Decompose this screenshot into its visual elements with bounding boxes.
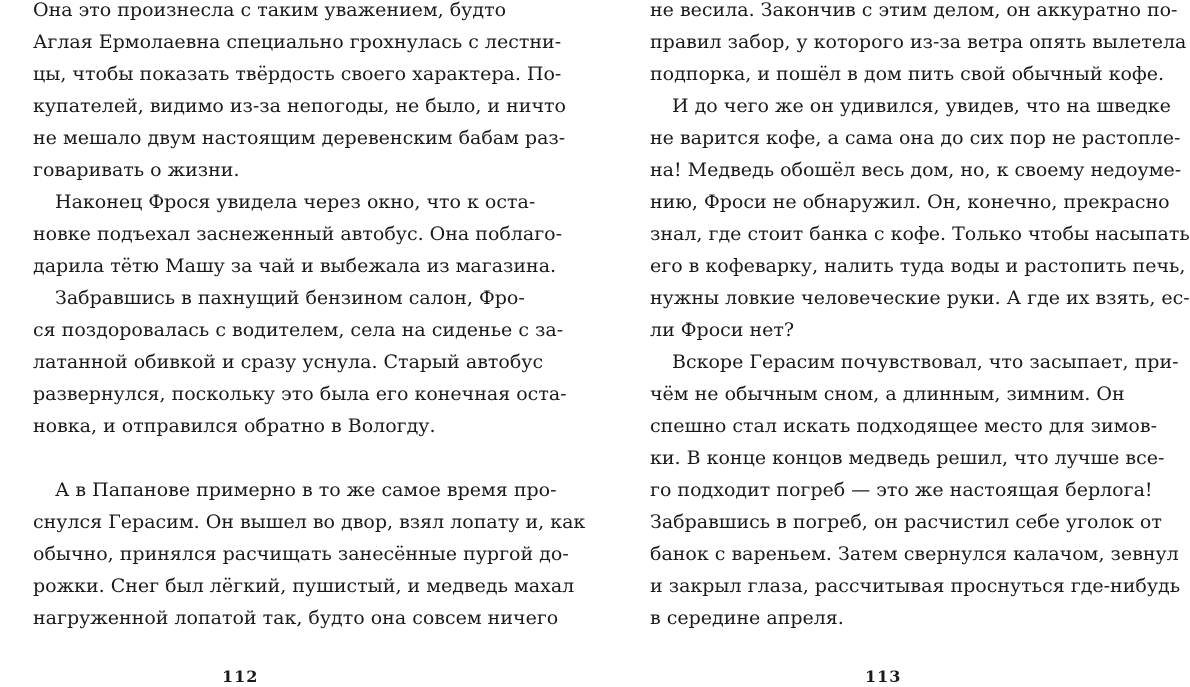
- text-line: Аглая Ермолаевна специально грохнулась с лестни-: [33, 31, 562, 53]
- text-line: правил забор, у которого из-за ветра опять вылетела: [650, 31, 1187, 53]
- text-line: ли Фроси нет?: [650, 319, 795, 341]
- text-line: новка, и отправился обратно в Вологду.: [33, 415, 436, 437]
- text-line: говаривать о жизни.: [33, 159, 240, 181]
- text-line: на! Медведь обошёл весь дом, но, к своему недоуме-: [650, 159, 1182, 181]
- text-line: банок с вареньем. Затем свернулся калачом, зевнул: [650, 543, 1179, 565]
- text-line: цы, чтобы показать твёрдость своего характера. По-: [33, 63, 562, 85]
- text-line: рожки. Снег был лёгкий, пушистый, и медведь махал: [33, 575, 575, 597]
- text-line: не весила. Закончив с этим делом, он аккуратно по-: [650, 0, 1178, 21]
- text-line: Забравшись в погреб, он расчистил себе уголок от: [650, 511, 1162, 533]
- text-line: дарила тётю Машу за чай и выбежала из магазина.: [33, 255, 557, 277]
- text-line: ся поздоровалась с водителем, села на сиденье с за-: [33, 319, 564, 341]
- text-line: не варится кофе, а сама она до сих пор не растопле-: [650, 127, 1181, 149]
- text-line: Наконец Фрося увидела через окно, что к оста-: [55, 191, 536, 213]
- page-number-left: 112: [222, 667, 259, 686]
- text-line: в середине апреля.: [650, 607, 844, 629]
- text-line: А в Папанове примерно в то же самое время про-: [55, 479, 557, 501]
- text-line: его в кофеварку, налить туда воды и растопить печь,: [650, 255, 1186, 277]
- text-line: ки. В конце концов медведь решил, что лучше все-: [650, 447, 1165, 469]
- text-line: снулся Герасим. Он вышел во двор, взял лопату и, как: [33, 511, 586, 533]
- text-line: нужны ловкие человеческие руки. А где их взять, ес-: [650, 287, 1190, 309]
- text-line: Забравшись в пахнущий бензином салон, Фро-: [55, 287, 525, 309]
- text-line: развернулся, поскольку это была его конечная оста-: [33, 383, 567, 405]
- text-line: чём не обычным сном, а длинным, зимним. Он: [650, 383, 1125, 405]
- text-line: и закрыл глаза, рассчитывая проснуться где-нибудь: [650, 575, 1181, 597]
- text-line: И до чего же он удивился, увидев, что на шведке: [672, 95, 1171, 117]
- text-line: спешно стал искать подходящее место для зимов-: [650, 415, 1157, 437]
- text-line: Она это произнесла с таким уважением, будто: [33, 0, 507, 21]
- text-line: нагруженной лопатой так, будто она совсем ничего: [33, 607, 559, 629]
- text-line: нию, Фроси не обнаружил. Он, конечно, прекрасно: [650, 191, 1170, 213]
- text-line: го подходит погреб — это же настоящая берлога!: [650, 479, 1153, 501]
- text-line: Вскоре Герасим почувствовал, что засыпает, при-: [672, 351, 1179, 373]
- text-line: купателей, видимо из-за непогоды, не было, и ничто: [33, 95, 566, 117]
- text-line: подпорка, и пошёл в дом пить свой обычный кофе.: [650, 63, 1165, 85]
- text-line: латанной обивкой и сразу уснула. Старый автобус: [33, 351, 544, 373]
- text-line: знал, где стоит банка с кофе. Только чтобы насыпать: [650, 223, 1190, 245]
- text-line: обычно, принялся расчищать занесённые пургой до-: [33, 543, 569, 565]
- text-line: новке подъехал заснеженный автобус. Она поблаго-: [33, 223, 563, 245]
- text-line: не мешало двум настоящим деревенским бабам раз-: [33, 127, 566, 149]
- page-number-right: 113: [865, 667, 902, 686]
